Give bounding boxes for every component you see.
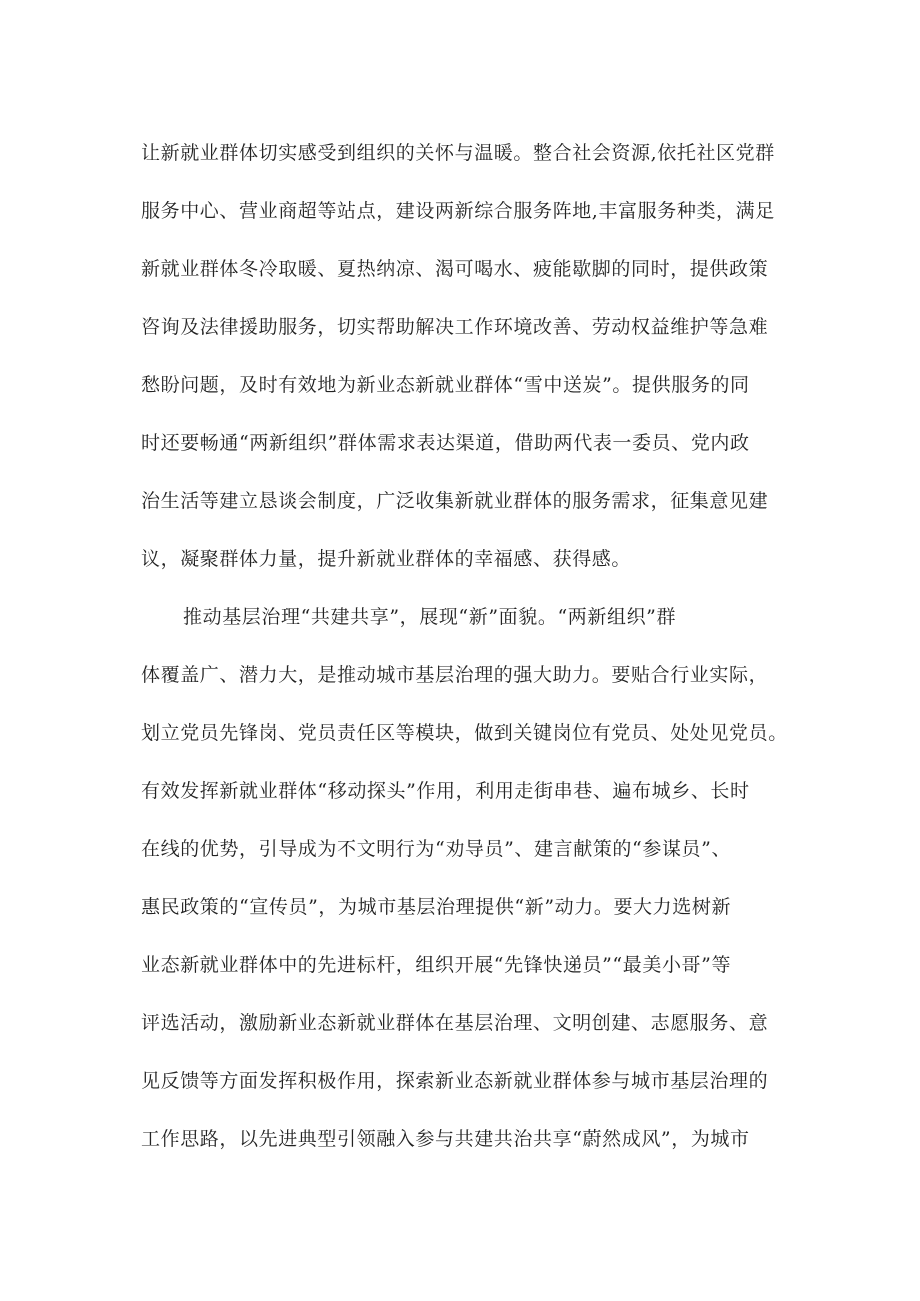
text-line: 评选活动，激励新业态新就业群体在基层治理、文明创建、志愿服务、意: [141, 1012, 769, 1034]
document-body: [141, 134, 801, 1178]
text-line: 惠民政策的“宣传员”，为城市基层治理提供“新”动力。要大力选树新: [141, 896, 732, 918]
text-line: 体覆盖广、潜力大，是推动城市基层治理的强大助力。要贴合行业实际，: [141, 664, 769, 686]
text-line: 在线的优势，引导成为不文明行为“劝导员”、建言献策的“参谋员”、: [141, 838, 732, 860]
text-line: 工作思路，以先进典型引领融入参与共建共治共享“蔚然成风”，为城市: [141, 1128, 750, 1150]
text-line: 见反馈等方面发挥积极作用，探索新业态新就业群体参与城市基层治理的: [141, 1070, 769, 1092]
text-line: 划立党员先锋岗、党员责任区等模块，做到关键岗位有党员、处处见党员。: [141, 722, 788, 744]
text-line: 愁盼问题，及时有效地为新业态新就业群体“雪中送炭”。提供服务的同: [141, 374, 750, 396]
text-line: 服务中心、营业商超等站点，建设两新综合服务阵地,丰富服务种类，满足: [141, 200, 775, 222]
text-line: 让新就业群体切实感受到组织的关怀与温暖。整合社会资源,依托社区党群: [141, 142, 775, 164]
text-line: 咨询及法律援助服务，切实帮助解决工作环境改善、劳动权益维护等急难: [141, 316, 769, 338]
text-line: 治生活等建立恳谈会制度，广泛收集新就业群体的服务需求，征集意见建: [141, 490, 769, 512]
text-line: 时还要畅通“两新组织”群体需求表达渠道，借助两代表一委员、党内政: [141, 432, 750, 454]
paragraph-first-line: 推动基层治理“共建共享”，展现“新”面貌。“两新组织”群: [183, 606, 677, 628]
text-line: 业态新就业群体中的先进标杆，组织开展“先锋快递员”“最美小哥”等: [141, 954, 732, 976]
text-line: 议，凝聚群体力量，提升新就业群体的幸福感、获得感。: [141, 548, 632, 570]
text-line: 有效发挥新就业群体“移动探头”作用，利用走街串巷、遍布城乡、长时: [141, 780, 750, 802]
text-line: 新就业群体冬冷取暖、夏热纳凉、渴可喝水、疲能歇脚的同时，提供政策: [141, 258, 769, 280]
